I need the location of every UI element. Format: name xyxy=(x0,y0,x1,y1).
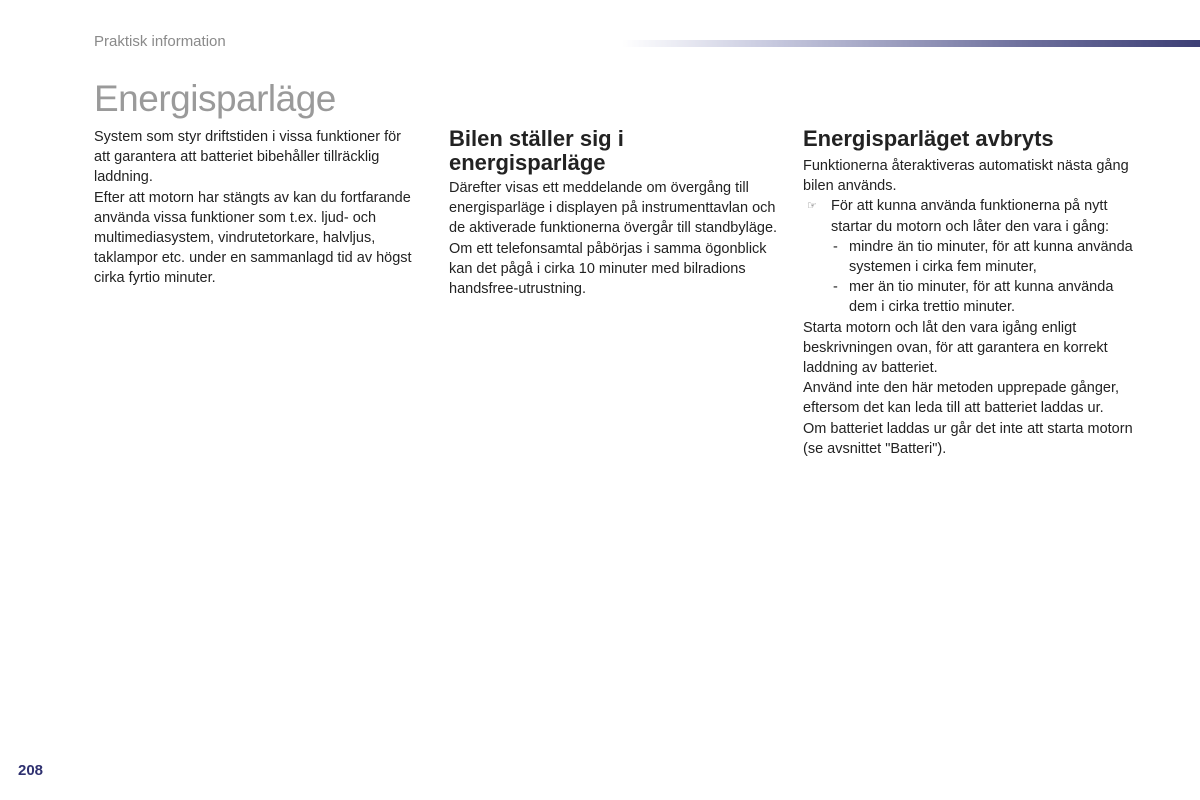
header-gradient-bar xyxy=(622,40,1200,47)
page-title: Energisparläge xyxy=(94,78,336,119)
column-energy-saving-mode xyxy=(449,127,779,299)
body-paragraph: Starta motorn och låt den vara igång enligt beskrivningen ovan, för att garantera en korrekt laddning av batteriet. xyxy=(803,319,1108,377)
body-paragraph: Funktionerna återaktiveras automatiskt nästa gång bilen används. xyxy=(803,158,1129,195)
body-paragraph: Använd inte den här metoden upprepade gånger, eftersom det kan leda till att batteriet laddas ur. xyxy=(803,380,1120,417)
bullet-text: För att kunna använda funktionerna på nytt startar du motorn och låter den vara i gång: xyxy=(831,198,1110,235)
section-heading: Energisparläget avbryts xyxy=(803,126,1054,151)
body-paragraph: Om ett telefonsamtal påbörjas i samma ögonblick kan det pågå i cirka 10 minuter med bilradions handsfree-utrustning. xyxy=(449,240,767,298)
bullet-item xyxy=(803,196,1138,236)
page-number: 208 xyxy=(18,762,44,779)
body-paragraph: Därefter visas ett meddelande om övergång till energisparläge i displayen på instrumenttavlan och de aktiverade funktionerna övergår till standbyläge. xyxy=(449,180,778,237)
dash-marker: - xyxy=(833,279,838,296)
column-mode-exit xyxy=(803,127,1138,459)
section-label: Praktisk information xyxy=(94,33,226,50)
dash-text: mindre än tio minuter, för att kunna använda systemen i cirka fem minuter, xyxy=(849,238,1133,276)
intro-paragraph: System som styr driftstiden i vissa funktioner för att garantera att batteriet bibehåller tillräcklig laddning. xyxy=(94,129,402,186)
column-intro xyxy=(94,127,414,289)
body-paragraph: Om batteriet laddas ur går det inte att starta motorn (se avsnittet "Batteri"). xyxy=(803,420,1133,457)
pointing-hand-icon: ☞ xyxy=(807,200,817,213)
intro-paragraph: Efter att motorn har stängts av kan du fortfarande använda vissa funktioner som t.ex. ljud- och multimediasystem, vindrutetorkare, halvljus, taklampor etc. under en sammanlagd tid av högst cirka fyrtio minuter. xyxy=(94,189,412,287)
dash-item xyxy=(803,237,1138,277)
dash-item xyxy=(803,277,1138,317)
dash-marker: - xyxy=(833,238,838,255)
dash-text: mer än tio minuter, för att kunna använda dem i cirka trettio minuter. xyxy=(849,279,1114,316)
section-heading: Bilen ställer sig i energisparläge xyxy=(449,126,624,175)
